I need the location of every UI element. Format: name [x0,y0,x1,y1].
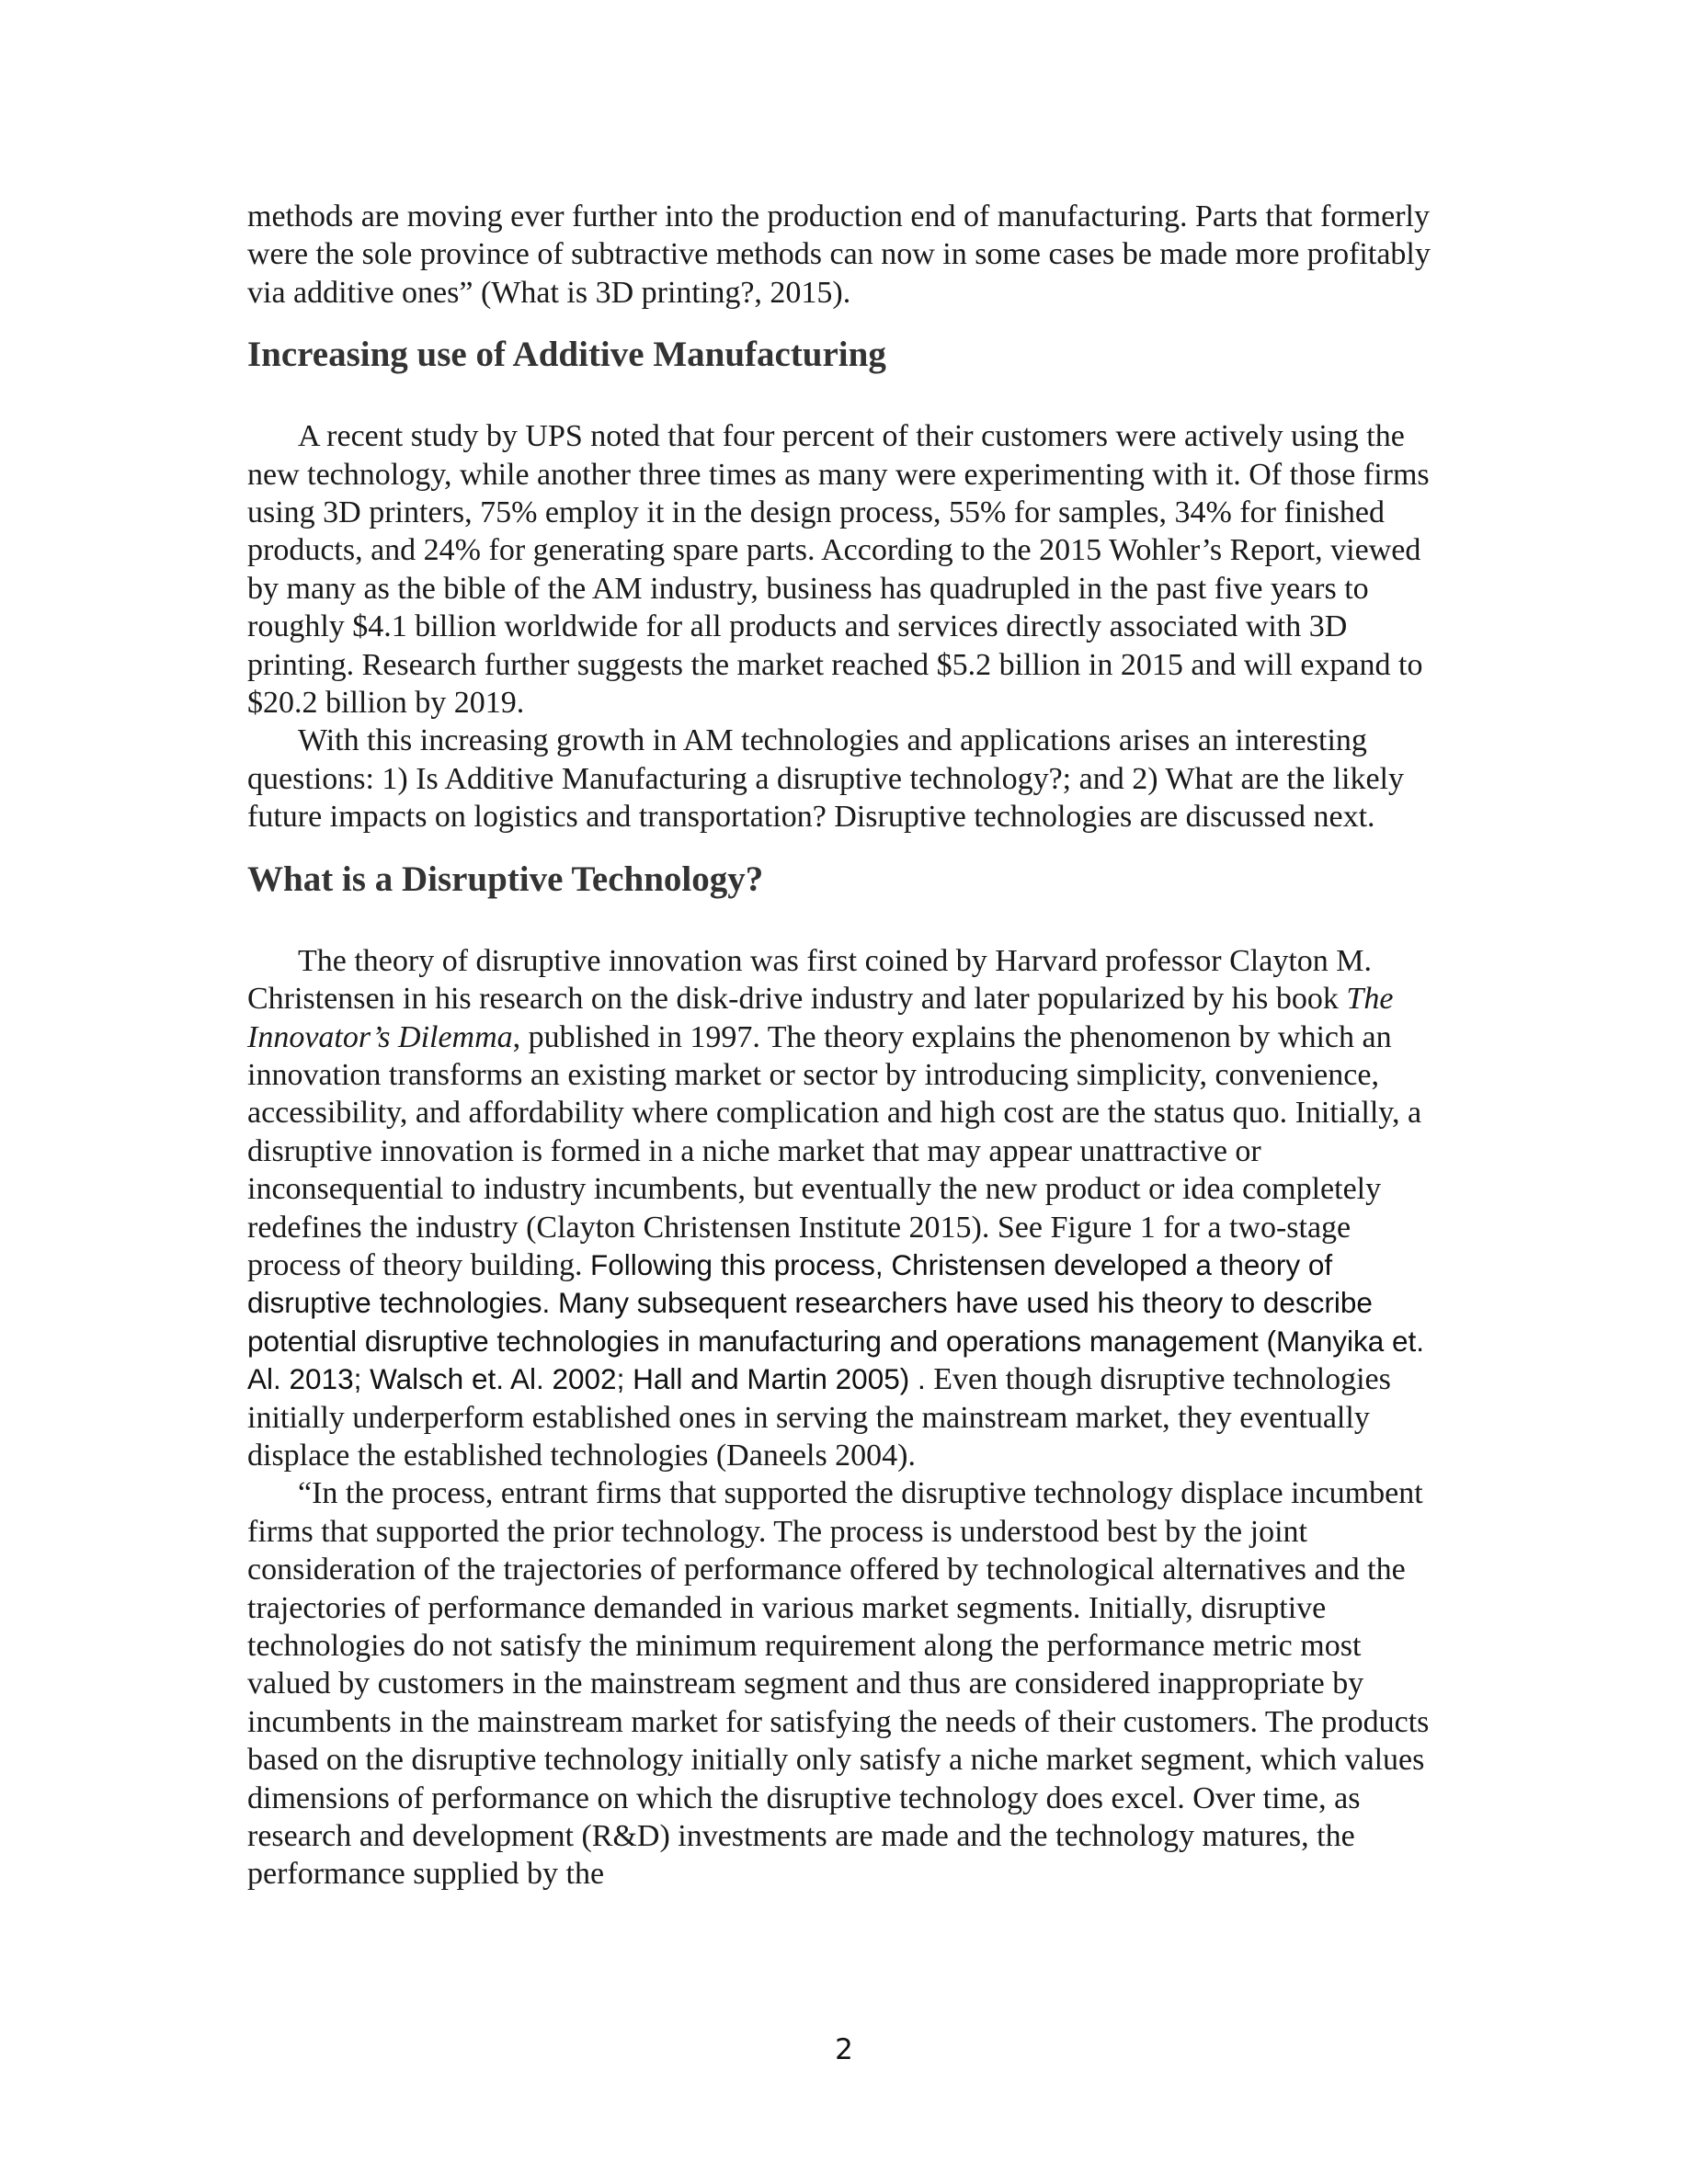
theory-text-3: Even though disruptive technologies initially underperform established ones in serving the mainstream market, they eventually displace the established technologies (Daneels 2004). [247,1362,1391,1473]
body-paragraph-quote: “In the process, entrant firms that supported the disruptive technology displace incumbent firms that supported the prior technology. The process is understood best by the joint consideration of the trajectories of performance offered by technological alternatives and the trajectories of performance demanded in various market segments. Initially, disruptive technologies do not satisfy the minimum requirement along the performance metric most valued by customers in the mainstream segment and thus are considered inappropriate by incumbents in the mainstream market for satisfying the needs of their customers. The products based on the disruptive technology initially only satisfy a niche market segment, which values dimensions of performance on which the disruptive technology does excel. Over time, as research and development (R&D) investments are made and the technology matures, the performance supplied by the [247,1476,1430,1892]
theory-text-1: The theory of disruptive innovation was first coined by Harvard professor Clayton M. Christensen in his research on the disk-drive industry and later popularized by his book [247,943,1373,1017]
intro-paragraph: methods are moving ever further into the production end of manufacturing. Parts that formerly were the sole province of subtractive methods can now in some cases be made more profitably via additive ones” (What is 3D printing?, 2015). [247,199,1431,310]
body-paragraph-growth-questions: With this increasing growth in AM technologies and applications arises an interesting questions: 1) Is Additive Manufacturing a disruptive technology?; and 2) What are the likely future impacts on logistics and transportation? Disruptive technologies are discussed next. [247,723,1404,835]
body-paragraph-ups-study: A recent study by UPS noted that four percent of their customers were actively using the new technology, while another three times as many were experimenting with it. Of those firms using 3D printers, 75% employ it in the design process, 55% for samples, 34% for finished products, and 24% for generating spare parts. According to the 2015 Wohler’s Report, viewed by many as the bible of the AM industry, business has quadrupled in the past five years to roughly $4.1 billion worldwide for all products and services directly associated with 3D printing. Research further suggests the market reached $5.2 billion in 2015 and will expand to $20.2 billion by 2019. [247,419,1430,721]
section-heading-disruptive-technology: What is a Disruptive Technology? [247,859,764,899]
theory-text-2: , published in 1997. The theory explains the phenomenon by which an innovation transforms an existing market or sector by introducing simplicity, convenience, accessibility, and affordability where complication and high cost are the status quo. Initially, a disruptive innovation is formed in a niche market that may appear unattractive or inconsequential to industry incumbents, but eventually the new product or idea completely redefines the industry (Clayton Christensen Institute 2015). See Figure 1 for a two-stage process of theory building. [247,1019,1422,1282]
page-number: 2 [835,2033,853,2066]
body-paragraph-theory [247,942,1443,1475]
document-page [247,198,1443,1894]
theory-text-sans: Following this process, Christensen developed a theory of disruptive technologies. Many subsequent researchers have used his theory to describe potential disruptive technologies in manufacturing and operations management (Manyika et. Al. 2013; Walsch et. Al. 2002; Hall and Martin 2005) . [247,1247,1425,1396]
section-heading-increasing-use: Increasing use of Additive Manufacturing [247,335,886,375]
book-title: The Innovator’s Dilemma [247,982,1394,1054]
